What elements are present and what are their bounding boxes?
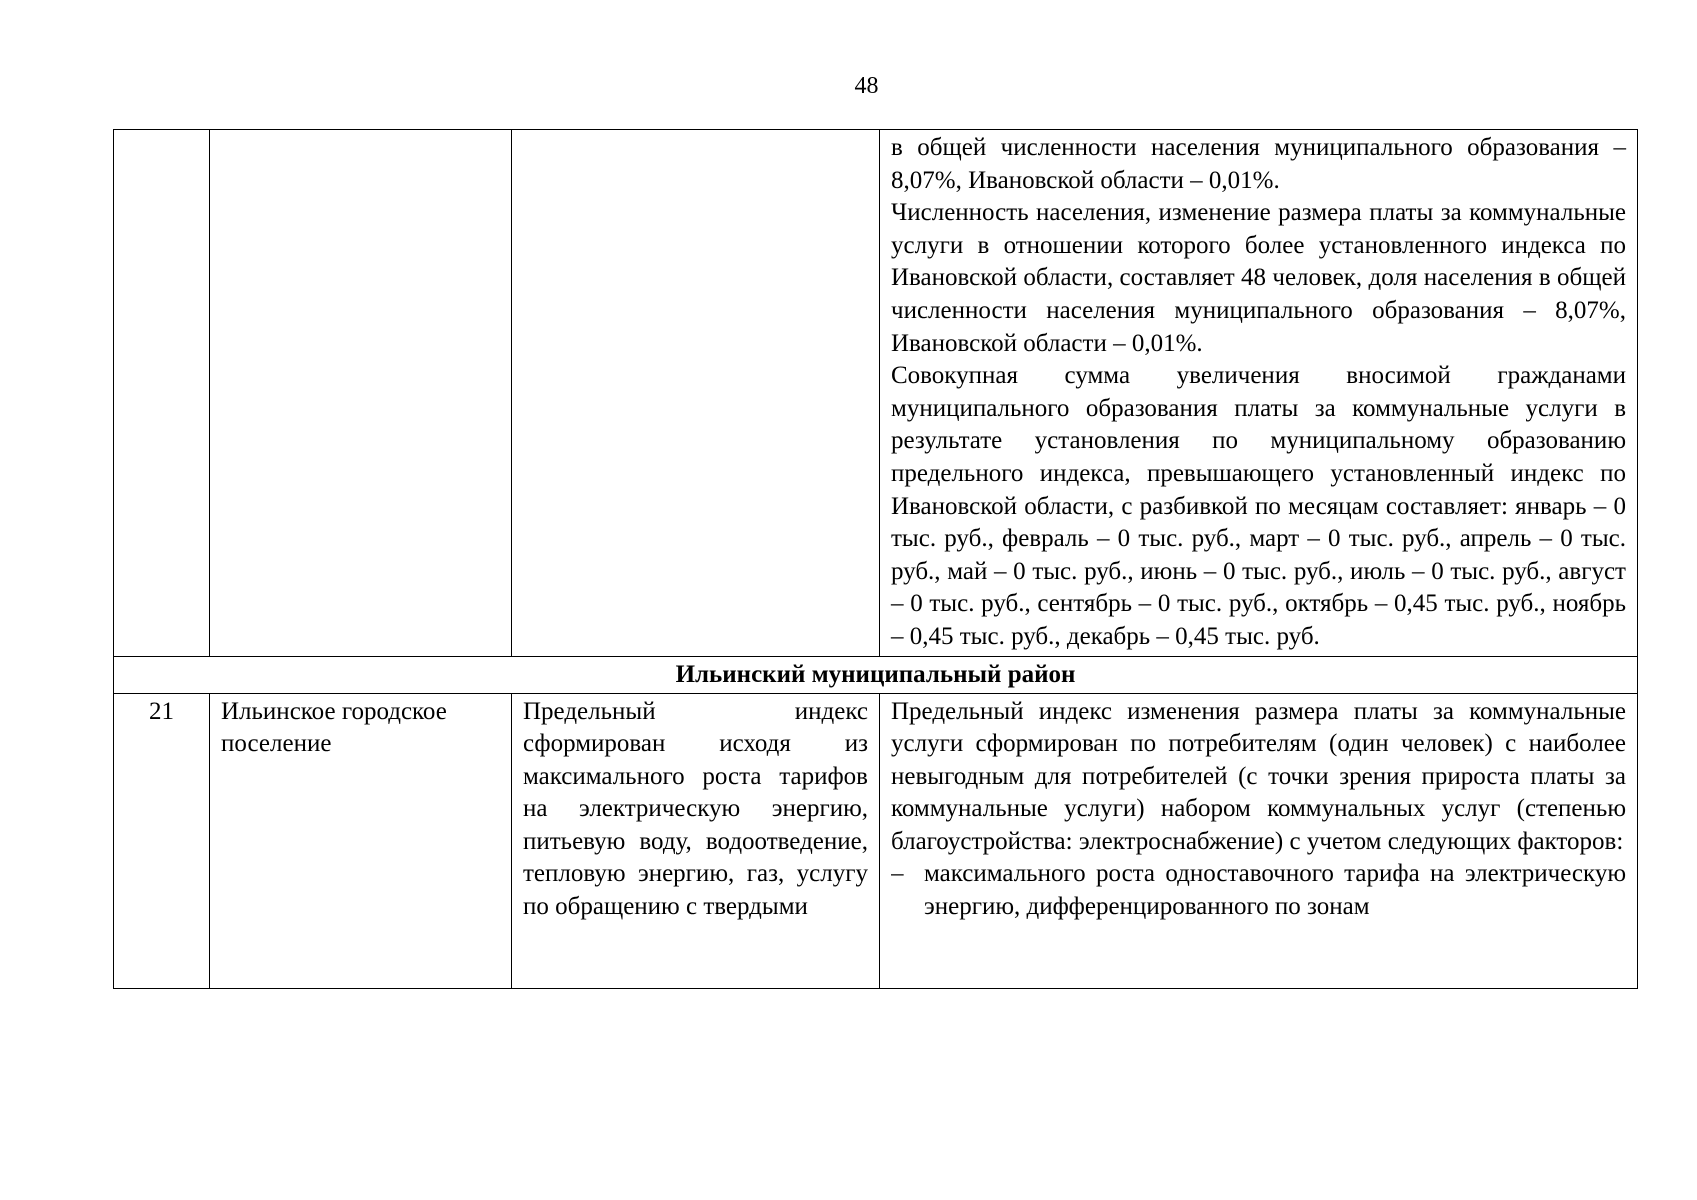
page-number: 48: [854, 73, 879, 99]
table-row: [114, 130, 1638, 657]
table-row: [114, 693, 1638, 988]
factor-list-item: [891, 858, 1626, 923]
paragraph: Численность населения, изменение размера платы за коммунальные услуги в отношении которого более установленного индекса по Ивановской области, составляет 48 человек, доля населения в общей численности населения муниципального образования – 8,07%, Ивановской области – 0,01%.: [891, 199, 1626, 357]
municipality-name: Ильинское городское поселение: [210, 693, 512, 988]
index-description-text: [891, 696, 1626, 986]
paragraph: Предельный индекс изменения размера платы за коммунальные услуги сформирован по потребителям (один человек) с наиболее невыгодным для потребителей (с точки зрения прироста платы за коммунальные услуги) набором коммунальных услуг (степенью благоустройства: электроснабжение) с учетом следующих факторов:: [891, 697, 1626, 855]
list-dash: –: [891, 860, 904, 888]
index-basis-text: Предельный индекс сформирован исходя из максимального роста тарифов на электрическую энергию, питьевую воду, водоотведение, тепловую энергию, газ, услугу по обращению с твердыми: [523, 697, 868, 921]
cell-basis-empty: [512, 130, 880, 657]
cell-number-empty: [114, 130, 210, 657]
index-basis: [512, 693, 880, 988]
paragraph: в общей численности населения муниципального образования – 8,07%, Ивановской области – 0,01%.: [891, 134, 1626, 194]
cell-municipality-empty: [210, 130, 512, 657]
section-heading: Ильинский муниципальный район: [114, 656, 1638, 693]
row-number: 21: [114, 693, 210, 988]
paragraph: Совокупная сумма увеличения вносимой гражданами муниципального образования платы за коммунальные услуги в результате установления по муниципальному образованию предельного индекса, превышающего установленный индекс по Ивановской области, с разбивкой по месяцам составляет: январь – 0 тыс. руб., февраль – 0 тыс. руб., март – 0 тыс. руб., апрель – 0 тыс. руб., май – 0 тыс. руб., июнь – 0 тыс. руб., июль – 0 тыс. руб., август – 0 тыс. руб., сентябрь – 0 тыс. руб., октябрь – 0,45 тыс. руб., ноябрь – 0,45 тыс. руб., декабрь – 0,45 тыс. руб.: [891, 362, 1626, 650]
factor-text: максимального роста одноставочного тарифа на электрическую энергию, дифференцированного по зонам: [924, 860, 1626, 921]
main-table: [113, 129, 1638, 989]
cell-description-continued: [880, 130, 1638, 657]
index-description: [880, 693, 1638, 988]
section-heading-row: [114, 656, 1638, 693]
